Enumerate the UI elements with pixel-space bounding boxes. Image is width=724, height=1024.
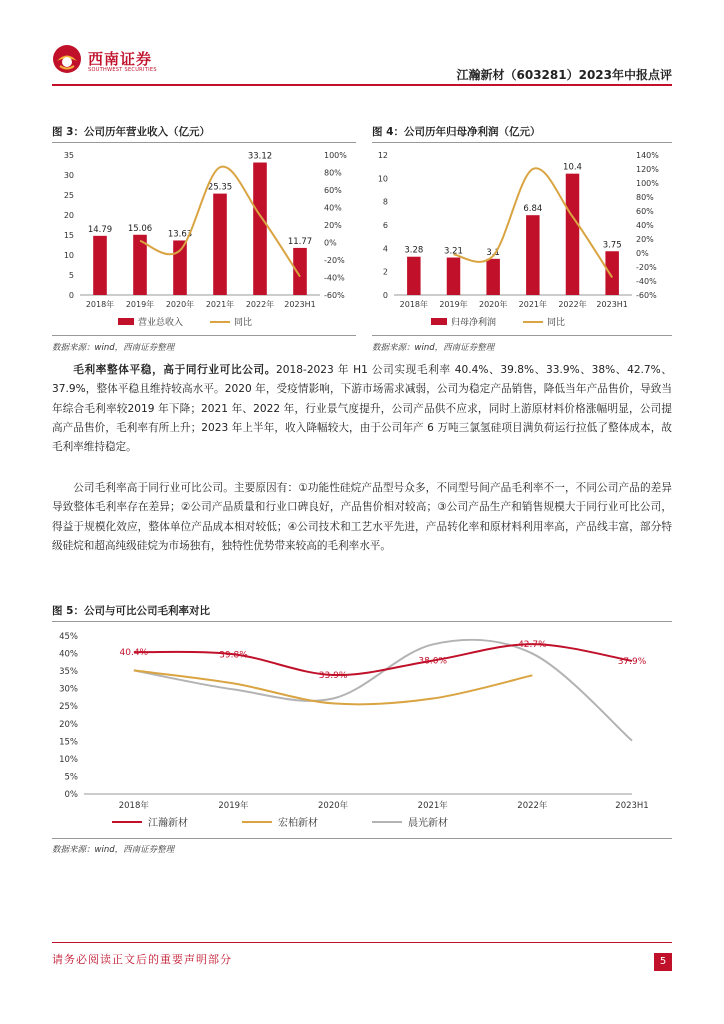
fig5-chart bbox=[52, 624, 672, 836]
legend-label-line: 同比 bbox=[234, 318, 253, 328]
bar-data-label: 6.84 bbox=[523, 204, 543, 215]
y-left-tick-label: 0 bbox=[68, 291, 74, 300]
legend-label-bar: 归母净利润 bbox=[451, 318, 497, 328]
y-left-tick-label: 35 bbox=[63, 151, 74, 160]
y-right-tick-label: -20% bbox=[324, 256, 345, 265]
y-right-tick-label: 140% bbox=[636, 151, 659, 160]
x-tick-label: 2020年 bbox=[478, 300, 508, 309]
x-tick-label: 2020年 bbox=[165, 300, 195, 309]
y-left-tick-label: 8 bbox=[382, 197, 388, 207]
header-divider bbox=[52, 84, 672, 86]
legend-label: 宏柏新材 bbox=[278, 818, 318, 829]
y-right-tick-label: 0% bbox=[324, 238, 337, 248]
fig5-bottom-rule bbox=[52, 838, 672, 839]
y-tick-label: 5% bbox=[64, 772, 78, 783]
logo-english-name: SOUTHWEST SECURITIES bbox=[88, 67, 157, 73]
fig4-bottom-rule bbox=[372, 335, 672, 336]
y-right-tick-label: -60% bbox=[324, 291, 345, 300]
page-header bbox=[0, 0, 724, 86]
fig3-title: 图 3：公司历年营业收入（亿元） bbox=[52, 126, 210, 138]
bar-data-label: 25.35 bbox=[207, 182, 233, 193]
y-tick-label: 35% bbox=[59, 667, 78, 678]
y-right-tick-label: -60% bbox=[636, 291, 657, 300]
bar-fig4 bbox=[447, 258, 460, 295]
x-tick-label: 2019年 bbox=[439, 300, 468, 309]
x-tick-label: 2023H1 bbox=[596, 300, 628, 309]
footer-disclaimer: 请务必阅读正文后的重要声明部分 bbox=[52, 953, 232, 966]
fig3-top-rule bbox=[52, 142, 356, 143]
y-tick-label: 40% bbox=[59, 649, 78, 660]
y-left-tick-label: 12 bbox=[377, 151, 388, 160]
y-left-tick-label: 15 bbox=[63, 231, 74, 240]
bar-fig3 bbox=[213, 194, 227, 295]
bar-data-label: 3.21 bbox=[444, 246, 463, 257]
data-label: 33.9% bbox=[318, 670, 348, 681]
bar-data-label: 33.12 bbox=[247, 151, 273, 162]
legend-label: 江瀚新材 bbox=[148, 818, 188, 829]
y-tick-label: 10% bbox=[59, 754, 78, 765]
bar-fig4 bbox=[566, 174, 579, 295]
x-tick-label: 2021年 bbox=[417, 801, 448, 811]
legend-swatch-bar bbox=[118, 318, 134, 325]
y-left-tick-label: 25 bbox=[63, 191, 74, 200]
y-left-tick-label: 0 bbox=[382, 291, 388, 300]
y-tick-label: 20% bbox=[59, 719, 78, 730]
x-tick-label: 2018年 bbox=[118, 801, 149, 811]
x-tick-label: 2023H1 bbox=[615, 801, 649, 811]
y-right-tick-label: 60% bbox=[636, 207, 654, 216]
footer-divider bbox=[52, 942, 672, 943]
y-right-tick-label: -40% bbox=[324, 273, 345, 283]
paragraph-lead: 毛利率整体平稳，高于同行业可比公司。 bbox=[73, 364, 277, 376]
y-tick-label: 0% bbox=[64, 790, 78, 800]
y-left-tick-label: 20 bbox=[63, 211, 74, 220]
x-tick-label: 2019年 bbox=[125, 300, 155, 309]
fig3-bottom-rule bbox=[52, 335, 356, 336]
x-tick-label: 2018年 bbox=[399, 300, 429, 309]
fig4-source: 数据来源：wind，西南证券整理 bbox=[372, 343, 495, 353]
y-right-tick-label: 20% bbox=[324, 221, 342, 230]
x-tick-label: 2021年 bbox=[518, 300, 548, 309]
y-left-tick-label: 10 bbox=[377, 174, 388, 184]
bar-fig3 bbox=[173, 240, 187, 295]
logo-chinese-name: 西南证券 bbox=[88, 50, 153, 68]
legend-label-bar: 营业总收入 bbox=[138, 318, 184, 328]
report-title: 江瀚新材（603281）2023年中报点评 bbox=[456, 68, 672, 82]
bar-data-label: 3.1 bbox=[486, 247, 500, 258]
fig5-source: 数据来源：wind，西南证券整理 bbox=[52, 845, 175, 855]
y-right-tick-label: 100% bbox=[324, 151, 347, 160]
y-right-tick-label: -40% bbox=[636, 277, 657, 286]
y-right-tick-label: 100% bbox=[636, 179, 659, 188]
bar-fig3 bbox=[93, 236, 107, 295]
legend-label-line: 同比 bbox=[547, 318, 566, 328]
bar-data-label: 13.63 bbox=[167, 229, 193, 240]
x-tick-label: 2019年 bbox=[218, 801, 249, 811]
bar-data-label: 3.75 bbox=[602, 240, 622, 251]
data-label: 42.7% bbox=[518, 640, 547, 651]
y-left-tick-label: 10 bbox=[63, 251, 74, 260]
fig4-top-rule bbox=[372, 142, 672, 143]
y-tick-label: 25% bbox=[59, 702, 78, 713]
y-right-tick-label: 80% bbox=[636, 193, 654, 202]
y-right-tick-label: 0% bbox=[636, 249, 649, 258]
gross-margin-paragraph bbox=[52, 361, 672, 457]
data-label: 38.0% bbox=[418, 656, 448, 667]
y-left-tick-label: 30 bbox=[63, 171, 74, 180]
x-tick-label: 2021年 bbox=[205, 300, 235, 309]
page-number: 5 bbox=[654, 953, 672, 971]
bar-fig4 bbox=[407, 257, 420, 295]
y-tick-label: 15% bbox=[59, 737, 78, 748]
y-right-tick-label: 40% bbox=[324, 203, 342, 213]
y-right-tick-label: 60% bbox=[324, 186, 342, 195]
x-tick-label: 2020年 bbox=[318, 801, 349, 811]
legend-label: 晨光新材 bbox=[408, 818, 448, 829]
x-tick-label: 2018年 bbox=[85, 300, 115, 309]
fig5-title: 图 5：公司与可比公司毛利率对比 bbox=[52, 605, 210, 617]
fig3-source: 数据来源：wind，西南证券整理 bbox=[52, 343, 175, 353]
bar-data-label: 15.06 bbox=[127, 223, 153, 234]
x-tick-label: 2022年 bbox=[558, 300, 587, 309]
x-tick-label: 2023H1 bbox=[284, 300, 316, 309]
paragraph-body: 2018-2023 年 H1 公司实现毛利率 40.4%、39.8%、33.9%、38%、42.7%、37.9%，整体平稳且维持较高水平。2020 年，受疫情影响，下游市场需求减弱，公司为稳定产品销售，降低当年产品售价，导致当年综合毛利率较2019 年下降；2021 年、2022 年，行业景气度提升，公司产品供不应求，同时上游原材料价格涨幅明显，公司提高产品售价，毛利率有所上升；2023 年上半年，收入降幅较大，由于公司年产 6 万吨三氯氢硅项目满负荷运行拉低了整体成本，故毛利率维持稳定。 bbox=[52, 364, 672, 454]
bar-fig3 bbox=[253, 163, 267, 295]
bar-data-label: 10.4 bbox=[563, 162, 582, 173]
y-right-tick-label: 80% bbox=[324, 168, 342, 178]
bar-data-label: 3.28 bbox=[404, 245, 424, 256]
data-label: 37.9% bbox=[617, 656, 647, 667]
y-tick-label: 30% bbox=[59, 684, 78, 695]
bar-fig3 bbox=[293, 248, 307, 295]
bar-data-label: 14.79 bbox=[87, 224, 113, 235]
fig4-title: 图 4：公司历年归母净利润（亿元） bbox=[372, 126, 541, 138]
y-tick-label: 45% bbox=[59, 632, 78, 642]
y-left-tick-label: 6 bbox=[382, 221, 388, 230]
bar-fig4 bbox=[526, 215, 539, 295]
y-left-tick-label: 2 bbox=[382, 267, 388, 277]
peer-comparison-paragraph bbox=[52, 479, 672, 556]
paragraph-body: 公司毛利率高于同行业可比公司。主要原因有：①功能性硅烷产品型号众多，不同型号间产品毛利率不一，不同公司产品的差异导致整体毛利率存在差异；②公司产品质量和行业口碑良好，产品售价相对较高；③公司产品生产和销售规模大于同行业可比公司，得益于规模化效应，整体单位产品成本相对较低；④公司技术和工艺水平先进，产品转化率和原材料利用率高，产品线丰富，部分特级硅烷和超高纯级硅烷为市场独有，独特性优势带来较高的毛利率水平。 bbox=[52, 482, 672, 552]
data-label: 40.4% bbox=[119, 648, 149, 659]
data-label: 39.8% bbox=[219, 650, 248, 661]
fig4-chart bbox=[372, 145, 672, 333]
bar-data-label: 11.77 bbox=[287, 236, 313, 247]
x-tick-label: 2022年 bbox=[245, 300, 275, 309]
y-right-tick-label: 40% bbox=[636, 221, 654, 230]
fig3-chart bbox=[52, 145, 356, 333]
fig5-top-rule bbox=[52, 621, 672, 622]
y-right-tick-label: -20% bbox=[636, 263, 657, 272]
series-line-晨光新材 bbox=[134, 640, 632, 741]
bar-fig4 bbox=[486, 259, 499, 295]
x-tick-label: 2022年 bbox=[517, 801, 548, 811]
bar-fig4 bbox=[605, 251, 618, 295]
y-right-tick-label: 20% bbox=[636, 235, 654, 244]
southwest-securities-logo-icon bbox=[52, 44, 82, 74]
y-left-tick-label: 4 bbox=[382, 244, 388, 254]
y-right-tick-label: 120% bbox=[636, 165, 659, 174]
y-left-tick-label: 5 bbox=[68, 271, 74, 280]
legend-swatch-bar bbox=[431, 318, 447, 325]
